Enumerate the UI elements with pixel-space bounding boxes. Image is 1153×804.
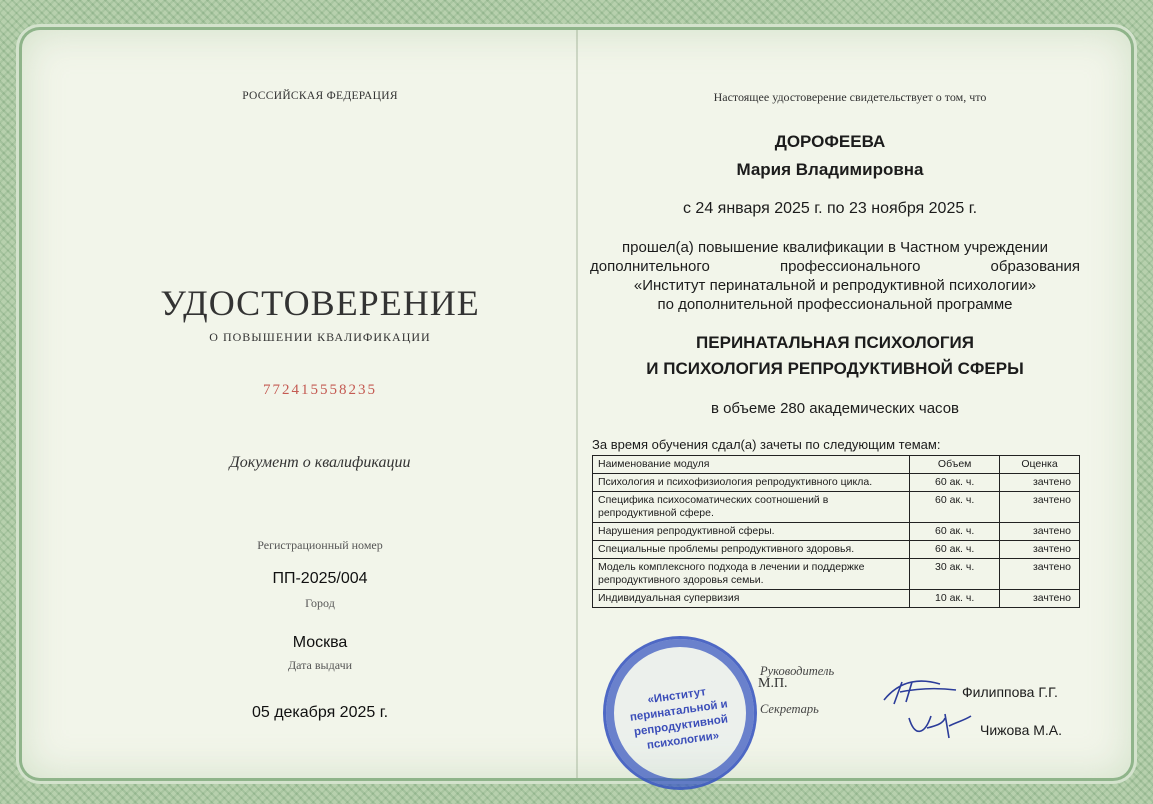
module-name: Специальные проблемы репродуктивного здоровья. <box>593 541 910 559</box>
modules-table <box>592 455 1080 608</box>
secretary-label: Секретарь <box>760 702 819 716</box>
document-type: Документ о квалификации <box>229 454 411 471</box>
table-row <box>593 523 1080 541</box>
table-row <box>593 559 1080 590</box>
head-name: Филиппова Г.Г. <box>962 684 1058 700</box>
program-line-1: ПЕРИНАТАЛЬНАЯ ПСИХОЛОГИЯ <box>696 333 974 352</box>
module-name: Специфика психосоматических соотношений в репродуктивной сфере. <box>593 492 910 523</box>
module-name: Модель комплексного подхода в лечении и поддержке репродуктивного здоровья семьи. <box>593 559 910 590</box>
table-caption: За время обучения сдал(а) зачеты по следующим темам: <box>592 437 941 452</box>
issue-date-label: Дата выдачи <box>287 658 353 672</box>
holder-given-names: Мария Владимировна <box>736 160 924 179</box>
secretary-signature <box>905 708 975 742</box>
table-row <box>593 541 1080 559</box>
city-label: Город <box>305 596 335 610</box>
module-grade: зачтено <box>1000 523 1080 541</box>
country-heading: РОССИЙСКАЯ ФЕДЕРАЦИЯ <box>242 90 398 102</box>
table-row <box>593 474 1080 492</box>
module-volume: 10 ак. ч. <box>910 590 1000 608</box>
city-value: Москва <box>292 634 348 651</box>
issue-date: 05 декабря 2025 г. <box>251 704 389 721</box>
header-grade: Оценка <box>1000 456 1080 474</box>
head-signature <box>880 670 960 710</box>
table-header-row <box>593 456 1080 474</box>
statement-line-4: по дополнительной профессиональной программе <box>657 296 1013 313</box>
intro-text: Настоящее удостоверение свидетельствует о том, что <box>713 90 987 104</box>
module-grade: зачтено <box>1000 559 1080 590</box>
serial-number: 772415558235 <box>263 382 377 398</box>
document-title: УДОСТОВЕРЕНИЕ <box>160 283 480 323</box>
module-volume: 60 ак. ч. <box>910 541 1000 559</box>
stamp-text: «Институт перинатальной и репродуктивной психологии» <box>629 686 729 752</box>
registration-label: Регистрационный номер <box>257 538 383 552</box>
module-volume: 30 ак. ч. <box>910 559 1000 590</box>
statement-line-2 <box>590 257 1080 276</box>
program-hours: в объеме 280 академических часов <box>710 400 960 417</box>
program-title <box>590 330 1080 382</box>
module-grade: зачтено <box>1000 590 1080 608</box>
statement-line-2-text: дополнительного профессионального образования <box>590 258 1080 275</box>
statement-line-3: «Институт перинатальной и репродуктивной психологии» <box>633 277 1037 294</box>
module-name: Индивидуальная супервизия <box>593 590 910 608</box>
registration-number: ПП-2025/004 <box>272 570 368 587</box>
module-volume: 60 ак. ч. <box>910 523 1000 541</box>
module-volume: 60 ак. ч. <box>910 474 1000 492</box>
seal-place-label: М.П. <box>758 676 788 691</box>
table-row <box>593 492 1080 523</box>
holder-surname: ДОРОФЕЕВА <box>774 132 886 151</box>
module-grade: зачтено <box>1000 492 1080 523</box>
module-name: Психология и психофизиология репродуктивного цикла. <box>593 474 910 492</box>
module-grade: зачтено <box>1000 474 1080 492</box>
header-volume: Объем <box>910 456 1000 474</box>
qualification-statement <box>590 238 1080 314</box>
module-grade: зачтено <box>1000 541 1080 559</box>
page-fold <box>576 30 578 778</box>
table-row <box>593 590 1080 608</box>
document-subtitle: О ПОВЫШЕНИИ КВАЛИФИКАЦИИ <box>209 330 431 344</box>
secretary-name: Чижова М.А. <box>980 722 1063 738</box>
module-volume: 60 ак. ч. <box>910 492 1000 523</box>
training-period: с 24 января 2025 г. по 23 ноября 2025 г. <box>682 200 978 217</box>
institution-stamp <box>603 636 757 790</box>
statement-line-1: прошел(а) повышение квалификации в Частном учреждении <box>622 239 1048 256</box>
head-label: Руководитель <box>760 664 835 678</box>
program-line-2: И ПСИХОЛОГИЯ РЕПРОДУКТИВНОЙ СФЕРЫ <box>646 359 1024 378</box>
header-module: Наименование модуля <box>593 456 910 474</box>
module-name: Нарушения репродуктивной сферы. <box>593 523 910 541</box>
